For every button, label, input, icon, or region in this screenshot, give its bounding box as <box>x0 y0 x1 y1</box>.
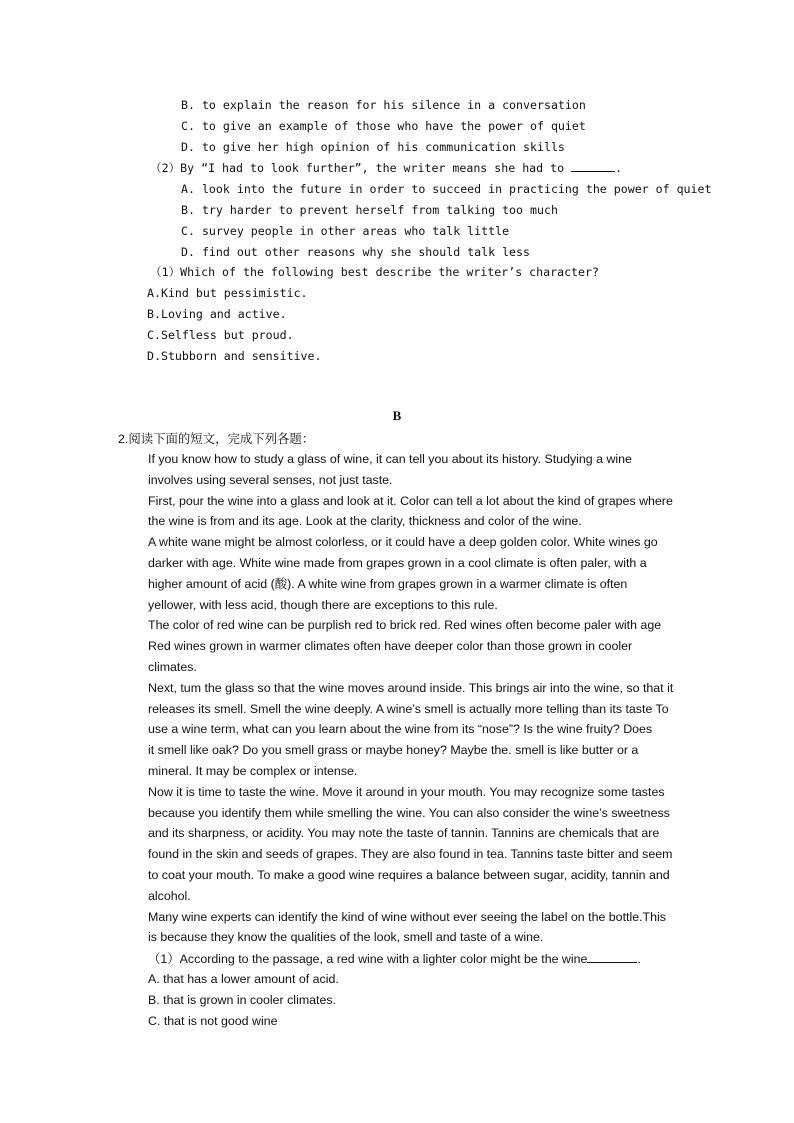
passage-line: darker with age. White wine made from grapes grown in a cool climate is often paler, with a <box>148 556 647 570</box>
passage-line: it smell like oak? Do you smell grass or maybe honey? Maybe the. smell is like butter or a <box>148 743 639 758</box>
passage-line: First, pour the wine into a glass and look at it. Color can tell a lot about the kind of grapes where <box>148 493 673 508</box>
q3-option-d: D.Stubborn and sensitive. <box>147 349 322 363</box>
q2-option-d: D. find out other reasons why she should talk less <box>181 245 531 259</box>
passage-line: use a wine term, what can you learn about the wine from its “nose”? Is the wine fruity? Does <box>148 722 653 737</box>
answer-blank <box>587 951 637 963</box>
passage-line: releases its smell. Smell the wine deeply. A wine’s smell is actually more telling than its taste To <box>148 701 669 716</box>
passage-line: higher amount of acid (酸). A white wine from grapes grown in a warmer climate is often <box>148 576 628 591</box>
passage-line: mineral. It may be complex or intense. <box>148 764 358 778</box>
passage-line: and its sharpness, or acidity. You may note the taste of tannin. Tannins are chemicals that are <box>148 826 660 841</box>
q1-option-b: B. to explain the reason for his silence in a conversation <box>181 98 586 112</box>
passage-line: to coat your mouth. To make a good wine requires a balance between sugar, acidity, tannin and <box>148 868 670 882</box>
q1-option-d: D. to give her high opinion of his communication skills <box>181 140 565 154</box>
q2-option-c: C. survey people in other areas who talk little <box>181 224 510 238</box>
q2-option-b: B. try harder to prevent herself from talking too much <box>181 203 558 217</box>
b-question-stem-text: （1）According to the passage, a red wine with a lighter color might be the wine <box>148 952 588 966</box>
answer-blank <box>571 160 615 172</box>
passage-line: alcohol. <box>148 888 191 903</box>
passage-line: Red wines grown in warmer climates often have deeper color than those grown in cooler <box>148 639 633 654</box>
passage-line: If you know how to study a glass of wine, it can tell you about its history. Studying a wine <box>148 452 632 466</box>
passage-line: involves using several senses, not just taste. <box>148 472 393 487</box>
passage-line: A white wane might be almost colorless, or it could have a deep golden color. White wines go <box>148 535 658 550</box>
section-intro: 2.阅读下面的短文，完成下列各题： <box>118 432 315 446</box>
section-heading: B <box>392 408 402 423</box>
q3-option-a: A.Kind but pessimistic. <box>147 286 308 300</box>
passage-line: Now it is time to taste the wine. Move it around in your mouth. You may recognize some tastes <box>148 784 665 799</box>
q2-stem-end: . <box>615 161 623 175</box>
b-option-c: C. that is not good wine <box>148 1014 278 1028</box>
passage-line: because you identify them while smelling the wine. You can also consider the wine’s sweetness <box>148 805 670 820</box>
q2-option-a: A. look into the future in order to succeed in practicing the power of quiet <box>181 182 712 196</box>
q3-stem: （1）Which of the following best describe the writer’s character? <box>150 265 599 279</box>
passage-line: is because they know the qualities of the look, smell and taste of a wine. <box>148 930 544 945</box>
passage-line: Many wine experts can identify the kind of wine without ever seeing the label on the bottle.This <box>148 909 666 924</box>
b-option-a: A. that has a lower amount of acid. <box>148 972 339 986</box>
b-question-stem <box>148 951 641 967</box>
passage-line: climates. <box>148 660 197 674</box>
q2-stem-text: （2）By “I had to look further”, the writer means she had to <box>150 161 565 175</box>
q3-option-c: C.Selfless but proud. <box>147 328 294 342</box>
q2-stem <box>150 160 622 176</box>
passage-line: the wine is from and its age. Look at the clarity, thickness and color of the wine. <box>148 514 582 529</box>
q1-option-c: C. to give an example of those who have the power of quiet <box>181 119 586 133</box>
passage-line: yellower, with less acid, though there are exceptions to this rule. <box>148 597 498 612</box>
b-question-stem-end: . <box>637 952 641 966</box>
q3-option-b: B.Loving and active. <box>147 307 287 321</box>
b-option-b: B. that is grown in cooler climates. <box>148 993 337 1007</box>
passage-line: The color of red wine can be purplish red to brick red. Red wines often become paler with age <box>148 618 662 633</box>
passage-line: found in the skin and seeds of grapes. They are also found in tea. Tannins taste bitter and seem <box>148 847 673 862</box>
passage-line: Next, tum the glass so that the wine moves around inside. This brings air into the wine, so that it <box>148 680 674 695</box>
